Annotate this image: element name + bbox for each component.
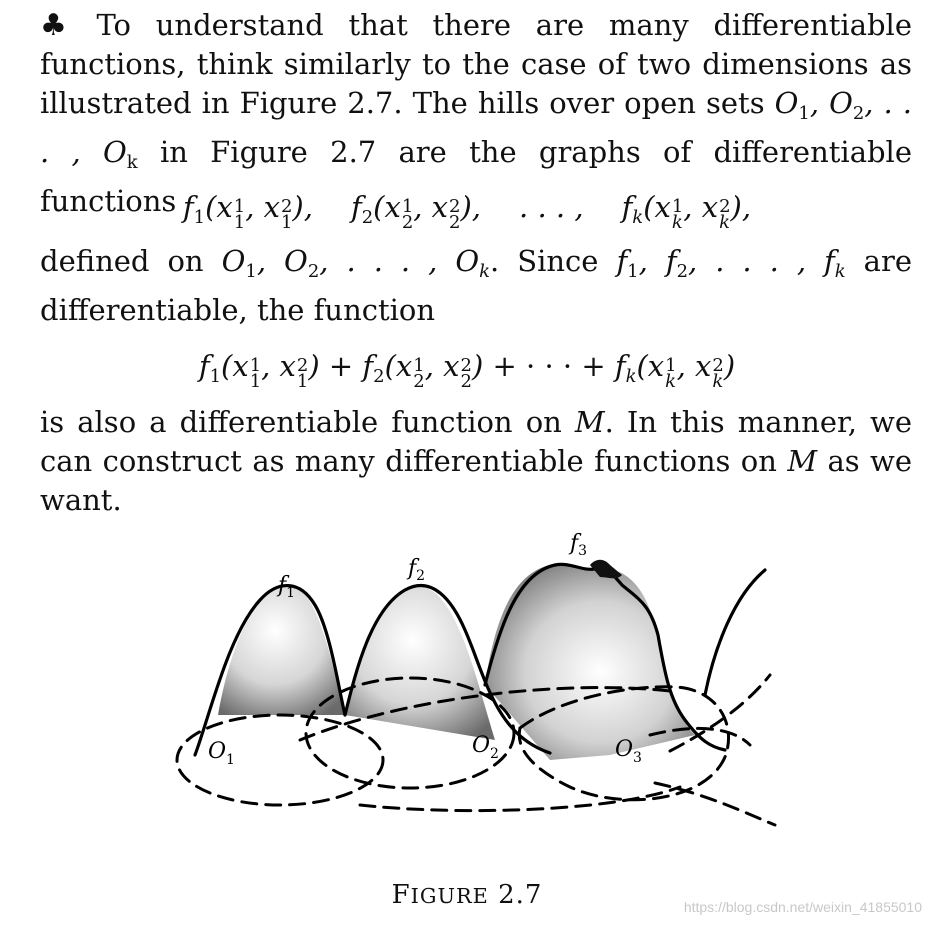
label-f2: $f_2$ (408, 556, 426, 584)
caption-first-letter: F (391, 880, 411, 910)
paragraph-3-text-c: as we want. (40, 444, 913, 517)
functions-list: $f_1$, $f_2$, . . . , $f_k$ (616, 244, 846, 282)
label-f3: $f_3$ (570, 531, 588, 559)
caption-smallcaps: IGURE (410, 884, 489, 908)
paragraph-1-text-a: To understand that there are many differentiable functions, think similarly to the case of two dimensions as illustrated in Figure 2.7. The hills over open sets (40, 8, 912, 120)
paragraph-2 (40, 242, 912, 330)
paragraph-3 (40, 403, 912, 520)
manifold-symbol: M (574, 405, 605, 439)
function-list-equation: $f_1(x$ 1 1 , x 2 1 ), $f_2(x$ 1 2 , x 2 2 ), . . . , $f_k(x$ 1 k , x 2 k ), (182, 190, 752, 234)
label-O1: $O_1$ (208, 739, 235, 768)
paragraph-3-text-a: is also a differentiable function on (40, 405, 575, 439)
manifold-symbol-2: M (787, 444, 818, 478)
watermark-url: https://blog.csdn.net/weixin_41855010 (683, 899, 922, 915)
label-O2: $O_2$ (472, 733, 499, 762)
paragraph-3-text-b: . In this manner, we can construct as many differentiable functions on (40, 405, 912, 478)
paragraph-1-text-b: in Figure 2.7 are the graphs of differentiable functions (40, 134, 912, 218)
caption-number: 2.7 (498, 880, 543, 910)
paragraph-2-text-a: defined on (40, 244, 222, 278)
hill-f1 (218, 585, 345, 715)
paragraph-2-text-c: are differentiable, the function (40, 244, 912, 327)
open-sets-list-2: $O_1$, $O_2$, . . . , $O_k$ (221, 244, 490, 282)
open-sets-list: $O_1$, $O_2$, . . . , $O_k$ (40, 86, 912, 173)
paragraph-2-text-b: . Since (490, 244, 617, 278)
sum-equation: $f_1(x$ 1 1 , x 2 1 ) + $f_2(x$ 1 2 , x 2 2 ) + · · · + $f_k(x$ 1 k , x 2 k ) (198, 349, 736, 393)
label-O3: $O_3$ (615, 737, 642, 766)
clubs-icon: ♣ (40, 8, 83, 43)
label-f1: $f_1$ (278, 573, 296, 601)
figure-2-7-illustration (150, 525, 800, 835)
